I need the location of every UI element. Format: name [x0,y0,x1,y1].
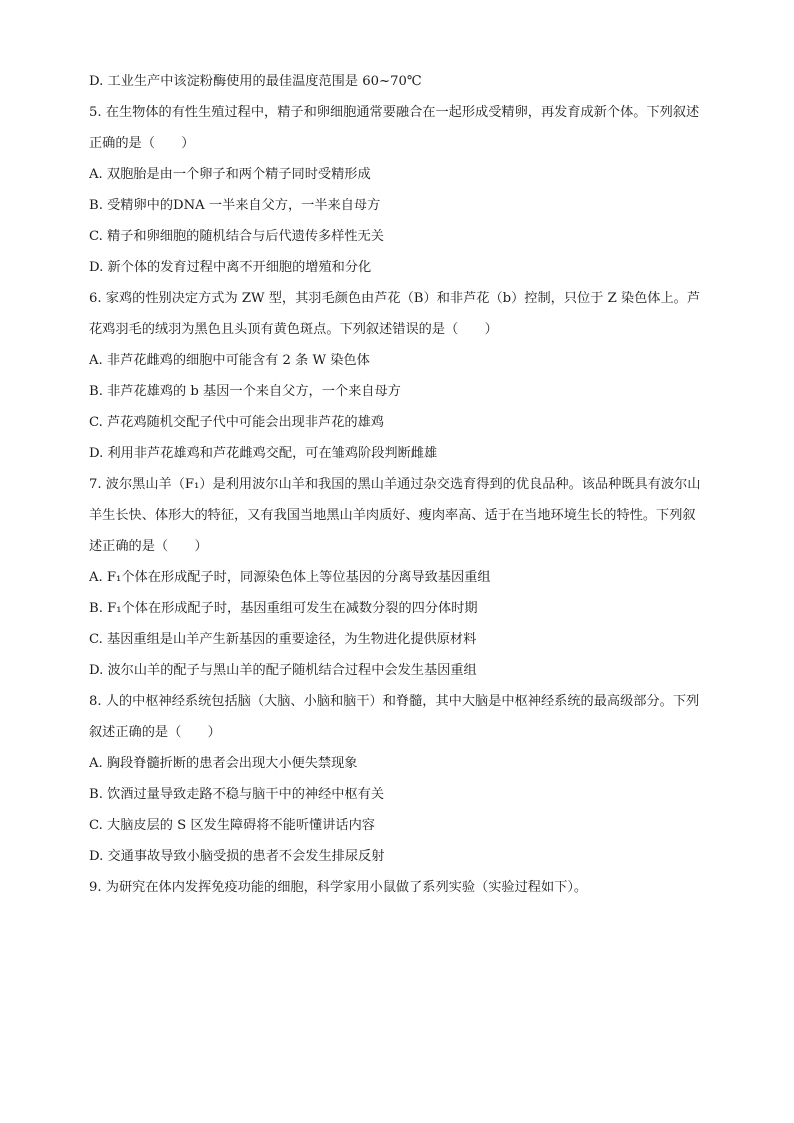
q6-option-d: D. 利用非芦花雄鸡和芦花雌鸡交配，可在雏鸡阶段判断雌雄 [89,446,438,461]
q5-option-b: B. 受精卵中的DNA 一半来自父方，一半来自母方 [89,198,381,213]
q7-stem-line-3: 述正确的是（ ） [89,539,208,554]
q8-option-d: D. 交通事故导致小脑受损的患者不会发生排尿反射 [89,849,385,864]
q5-option-c: C. 精子和卵细胞的随机结合与后代遗传多样性无关 [89,229,384,244]
q5-stem-line-1: 5. 在生物体的有性生殖过程中，精子和卵细胞通常要融合在一起形成受精卵，再发育成新个体。下列叙述 [89,105,700,120]
q9-stem-line-1: 9. 为研究在体内发挥免疫功能的细胞，科学家用小鼠做了系列实验（实验过程如下）。 [89,880,588,895]
q5-stem-line-2: 正确的是（ ） [89,136,195,151]
q5-option-a: A. 双胞胎是由一个卵子和两个精子同时受精形成 [89,167,371,182]
q8-stem-line-2: 叙述正确的是（ ） [89,725,221,740]
q8-stem-line-1: 8. 人的中枢神经系统包括脑（大脑、小脑和脑干）和脊髓，其中大脑是中枢神经系统的最高级部分。下列 [89,694,700,709]
q7-option-c: C. 基因重组是山羊产生新基因的重要途径，为生物进化提供原材料 [89,632,477,647]
q7-option-d: D. 波尔山羊的配子与黑山羊的配子随机结合过程中会发生基因重组 [89,663,477,678]
q7-stem-line-2: 羊生长快、体形大的特征，又有我国当地黑山羊肉质好、瘦肉率高、适于在当地环境生长的特性。下列叙 [89,508,696,523]
q8-option-b: B. 饮酒过量导致走路不稳与脑干中的神经中枢有关 [89,787,385,802]
q5-option-d: D. 新个体的发育过程中离不开细胞的增殖和分化 [89,260,372,275]
q4-option-d: D. 工业生产中该淀粉酶使用的最佳温度范围是 60~70℃ [89,74,422,89]
q7-stem-line-1: 7. 波尔黑山羊（F₁）是利用波尔山羊和我国的黑山羊通过杂交选育得到的优良品种。该品种既具有波尔山 [89,477,701,492]
q7-option-a: A. F₁个体在形成配子时，同源染色体上等位基因的分离导致基因重组 [89,570,491,585]
q6-option-a: A. 非芦花雌鸡的细胞中可能含有 2 条 W 染色体 [89,353,370,368]
q6-option-c: C. 芦花鸡随机交配子代中可能会出现非芦花的雄鸡 [89,415,384,430]
q6-stem-line-2: 花鸡羽毛的绒羽为黑色且头顶有黄色斑点。下列叙述错误的是（ ） [89,322,498,337]
q6-option-b: B. 非芦花雄鸡的 b 基因一个来自父方，一个来自母方 [89,384,401,399]
q6-stem-line-1: 6. 家鸡的性别决定方式为 ZW 型，其羽毛颜色由芦花（B）和非芦花（b）控制，只位于 Z 染色体上。芦 [89,291,701,306]
q8-option-a: A. 胸段脊髓折断的患者会出现大小便失禁现象 [89,756,358,771]
q8-option-c: C. 大脑皮层的 S 区发生障碍将不能听懂讲话内容 [89,818,375,833]
q7-option-b: B. F₁个体在形成配子时，基因重组可发生在减数分裂的四分体时期 [89,601,478,616]
